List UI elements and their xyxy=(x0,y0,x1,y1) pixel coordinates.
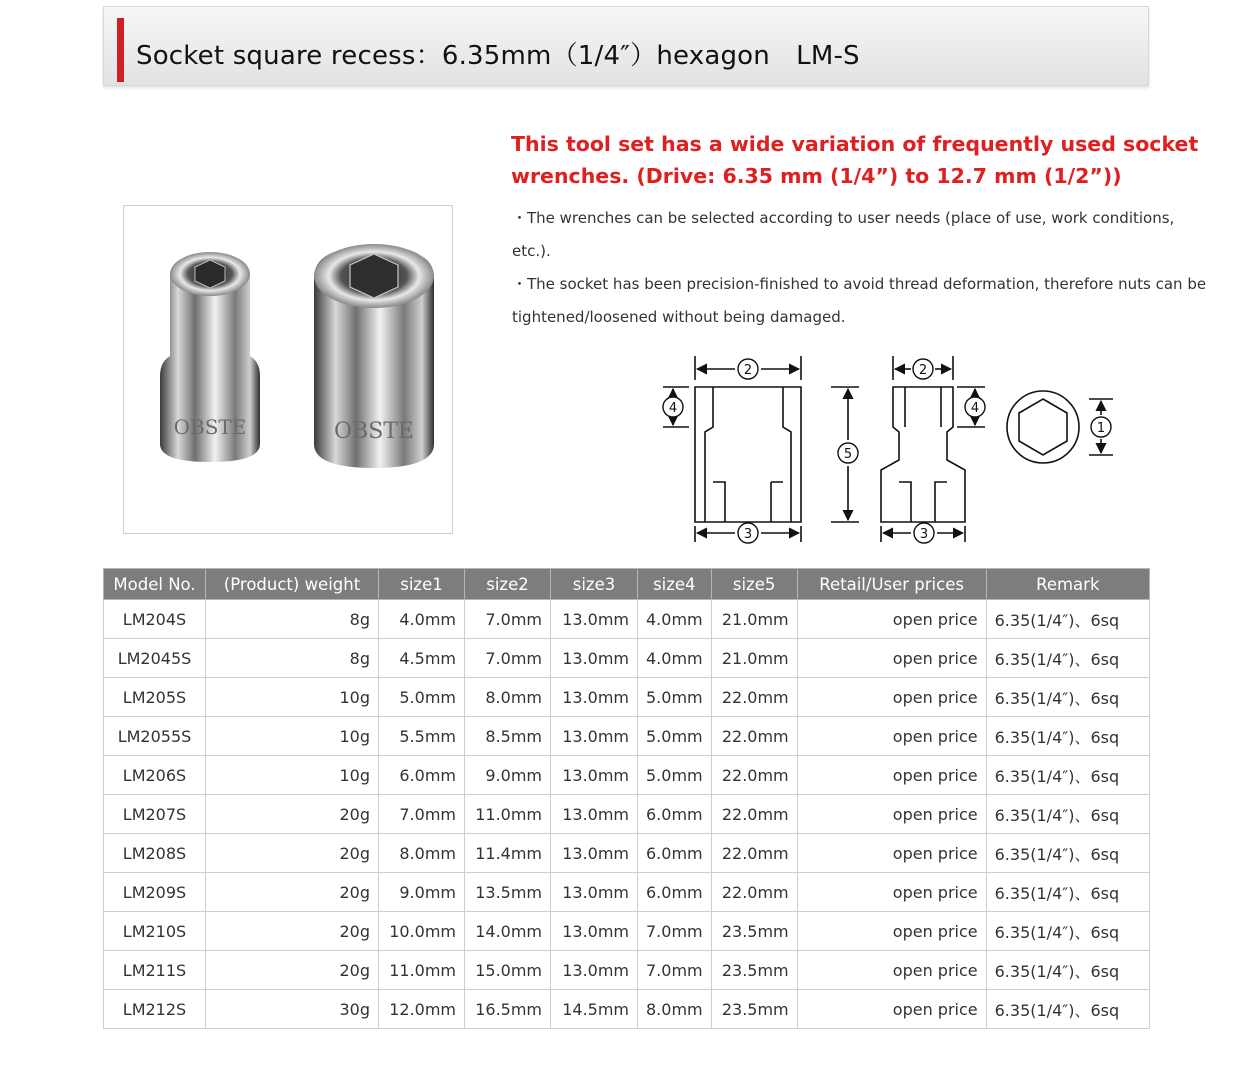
dim-label-1: 1 xyxy=(1096,421,1106,436)
cell-price: open price xyxy=(797,951,986,990)
cell-size2: 11.4mm xyxy=(465,834,551,873)
table-row xyxy=(104,756,1150,795)
page-header xyxy=(103,6,1149,86)
cell-size2: 11.0mm xyxy=(465,795,551,834)
cell-remark: 6.35(1/4″)、6sq xyxy=(986,678,1149,717)
col-weight: (Product) weight xyxy=(206,569,379,600)
cell-price: open price xyxy=(797,912,986,951)
cell-size2: 7.0mm xyxy=(465,600,551,639)
cell-model: LM206S xyxy=(104,756,206,795)
socket-photo-illustration xyxy=(124,206,452,533)
cell-size3: 13.0mm xyxy=(551,756,638,795)
cell-remark: 6.35(1/4″)、6sq xyxy=(986,717,1149,756)
cell-size4: 7.0mm xyxy=(638,951,712,990)
cell-size3: 13.0mm xyxy=(551,795,638,834)
dim-label-2b: 2 xyxy=(918,363,928,378)
feature-item: ・The wrenches can be selected according to user needs (place of use, work conditions, etc.). xyxy=(512,209,1175,260)
cell-size2: 9.0mm xyxy=(465,756,551,795)
cell-price: open price xyxy=(797,678,986,717)
cell-price: open price xyxy=(797,600,986,639)
table-row xyxy=(104,639,1150,678)
cell-size1: 7.0mm xyxy=(379,795,465,834)
cell-size3: 13.0mm xyxy=(551,600,638,639)
dim-label-4b: 4 xyxy=(970,401,980,416)
dim-label-3: 3 xyxy=(743,527,753,542)
cell-size3: 13.0mm xyxy=(551,678,638,717)
col-size1: size1 xyxy=(379,569,465,600)
cell-size3: 13.0mm xyxy=(551,717,638,756)
cell-size4: 7.0mm xyxy=(638,912,712,951)
cell-size1: 6.0mm xyxy=(379,756,465,795)
cell-model: LM211S xyxy=(104,951,206,990)
cell-remark: 6.35(1/4″)、6sq xyxy=(986,639,1149,678)
cell-model: LM210S xyxy=(104,912,206,951)
cell-weight: 20g xyxy=(206,912,379,951)
cell-size5: 22.0mm xyxy=(711,795,797,834)
cell-size3: 14.5mm xyxy=(551,990,638,1029)
cell-size5: 22.0mm xyxy=(711,834,797,873)
cell-size4: 5.0mm xyxy=(638,717,712,756)
table-header-row xyxy=(104,569,1150,600)
col-size4: size4 xyxy=(638,569,712,600)
table-row xyxy=(104,951,1150,990)
col-remark: Remark xyxy=(986,569,1149,600)
cell-size5: 23.5mm xyxy=(711,990,797,1029)
cell-size5: 23.5mm xyxy=(711,951,797,990)
accent-bar xyxy=(117,18,124,82)
cell-weight: 20g xyxy=(206,873,379,912)
cell-model: LM2045S xyxy=(104,639,206,678)
cell-size1: 4.5mm xyxy=(379,639,465,678)
large-socket-lettering: OBSTE xyxy=(333,419,415,444)
feature-item: ・The socket has been precision-finished to avoid thread deformation, therefore nuts can be tightened/loosened without being damaged. xyxy=(512,275,1207,326)
cell-model: LM205S xyxy=(104,678,206,717)
cell-size1: 4.0mm xyxy=(379,600,465,639)
cell-size2: 14.0mm xyxy=(465,912,551,951)
cell-size4: 6.0mm xyxy=(638,795,712,834)
table-row xyxy=(104,600,1150,639)
cell-model: LM208S xyxy=(104,834,206,873)
cell-remark: 6.35(1/4″)、6sq xyxy=(986,756,1149,795)
col-price: Retail/User prices xyxy=(797,569,986,600)
cell-weight: 10g xyxy=(206,756,379,795)
cell-weight: 20g xyxy=(206,951,379,990)
cell-size1: 12.0mm xyxy=(379,990,465,1029)
cell-size3: 13.0mm xyxy=(551,834,638,873)
cell-size1: 8.0mm xyxy=(379,834,465,873)
cell-weight: 30g xyxy=(206,990,379,1029)
cell-size5: 21.0mm xyxy=(711,600,797,639)
cell-size4: 6.0mm xyxy=(638,873,712,912)
cell-size2: 8.0mm xyxy=(465,678,551,717)
table-row xyxy=(104,912,1150,951)
dim-label-4: 4 xyxy=(668,401,678,416)
cell-size4: 6.0mm xyxy=(638,834,712,873)
col-model: Model No. xyxy=(104,569,206,600)
cell-size3: 13.0mm xyxy=(551,912,638,951)
col-size3: size3 xyxy=(551,569,638,600)
dimension-diagram xyxy=(655,352,1125,552)
table-row xyxy=(104,834,1150,873)
cell-size5: 21.0mm xyxy=(711,639,797,678)
cell-remark: 6.35(1/4″)、6sq xyxy=(986,990,1149,1029)
cell-size1: 11.0mm xyxy=(379,951,465,990)
cell-size4: 8.0mm xyxy=(638,990,712,1029)
cell-size5: 23.5mm xyxy=(711,912,797,951)
cell-size1: 5.5mm xyxy=(379,717,465,756)
cell-remark: 6.35(1/4″)、6sq xyxy=(986,912,1149,951)
cell-size1: 5.0mm xyxy=(379,678,465,717)
product-photo xyxy=(123,205,453,534)
cell-price: open price xyxy=(797,873,986,912)
table-row xyxy=(104,678,1150,717)
cell-price: open price xyxy=(797,756,986,795)
cell-price: open price xyxy=(797,990,986,1029)
cell-weight: 8g xyxy=(206,600,379,639)
cell-size2: 8.5mm xyxy=(465,717,551,756)
cell-size5: 22.0mm xyxy=(711,873,797,912)
dim-label-5: 5 xyxy=(843,447,853,462)
cell-price: open price xyxy=(797,834,986,873)
cell-size3: 13.0mm xyxy=(551,639,638,678)
cell-size2: 13.5mm xyxy=(465,873,551,912)
cell-model: LM209S xyxy=(104,873,206,912)
small-socket-lettering: OBSTE xyxy=(173,415,247,439)
page-title: Socket square recess：6.35mm（1/4″）hexagon LM-S xyxy=(136,41,860,71)
cell-price: open price xyxy=(797,795,986,834)
table-body xyxy=(104,600,1150,1029)
table-row xyxy=(104,795,1150,834)
feature-list xyxy=(512,202,1212,334)
cell-weight: 10g xyxy=(206,678,379,717)
cell-model: LM212S xyxy=(104,990,206,1029)
cell-remark: 6.35(1/4″)、6sq xyxy=(986,600,1149,639)
cell-weight: 20g xyxy=(206,834,379,873)
cell-weight: 8g xyxy=(206,639,379,678)
cell-price: open price xyxy=(797,639,986,678)
cell-weight: 10g xyxy=(206,717,379,756)
cell-model: LM207S xyxy=(104,795,206,834)
cell-size3: 13.0mm xyxy=(551,873,638,912)
cell-size4: 4.0mm xyxy=(638,600,712,639)
spec-table xyxy=(103,568,1150,1029)
intro-headline: This tool set has a wide variation of frequently used socket wrenches. (Drive: 6.35 mm (1/4”) to 12.7 mm (1/2”)) xyxy=(511,132,1199,188)
cell-remark: 6.35(1/4″)、6sq xyxy=(986,795,1149,834)
cell-size5: 22.0mm xyxy=(711,678,797,717)
cell-size4: 4.0mm xyxy=(638,639,712,678)
table-row xyxy=(104,990,1150,1029)
cell-price: open price xyxy=(797,717,986,756)
dim-label-3b: 3 xyxy=(919,527,929,542)
large-socket xyxy=(314,244,434,468)
cell-size2: 15.0mm xyxy=(465,951,551,990)
cell-model: LM2055S xyxy=(104,717,206,756)
cell-weight: 20g xyxy=(206,795,379,834)
cell-size2: 16.5mm xyxy=(465,990,551,1029)
cell-size4: 5.0mm xyxy=(638,756,712,795)
cell-size1: 9.0mm xyxy=(379,873,465,912)
table-row xyxy=(104,873,1150,912)
cell-size5: 22.0mm xyxy=(711,717,797,756)
cell-remark: 6.35(1/4″)、6sq xyxy=(986,834,1149,873)
col-size2: size2 xyxy=(465,569,551,600)
table-row xyxy=(104,717,1150,756)
cell-size2: 7.0mm xyxy=(465,639,551,678)
cell-size4: 5.0mm xyxy=(638,678,712,717)
dim-label-2: 2 xyxy=(743,363,753,378)
small-socket xyxy=(160,252,260,462)
col-size5: size5 xyxy=(711,569,797,600)
cell-remark: 6.35(1/4″)、6sq xyxy=(986,951,1149,990)
cell-remark: 6.35(1/4″)、6sq xyxy=(986,873,1149,912)
cell-size1: 10.0mm xyxy=(379,912,465,951)
cell-model: LM204S xyxy=(104,600,206,639)
cell-size3: 13.0mm xyxy=(551,951,638,990)
cell-size5: 22.0mm xyxy=(711,756,797,795)
